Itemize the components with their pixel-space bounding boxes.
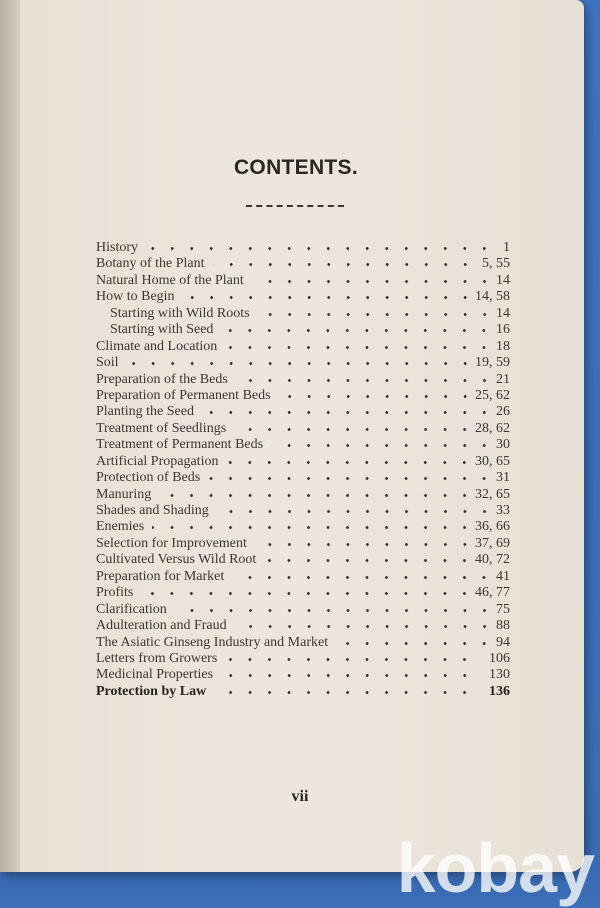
- leader-dots: [258, 313, 488, 316]
- toc-entry-title: Soil: [96, 355, 119, 371]
- toc-entry-page: 14, 58: [475, 289, 510, 305]
- toc-entry: [96, 618, 516, 634]
- toc-entry-page: 31: [496, 470, 510, 486]
- toc-entry-title: Planting the Seed: [96, 404, 194, 420]
- toc-entry: [96, 454, 516, 470]
- toc-entry-title: Botany of the Plant: [96, 256, 205, 272]
- toc-entry-page: 46, 77: [475, 585, 510, 601]
- leader-dots: [159, 494, 467, 497]
- toc-entry: [96, 372, 516, 388]
- toc-entry-page: 30: [496, 437, 510, 453]
- leader-dots: [236, 379, 488, 382]
- toc-entry-page: 21: [496, 371, 510, 387]
- leader-dots: [235, 625, 488, 628]
- watermark-logo: kobay: [396, 829, 594, 907]
- toc-entry-title: Natural Home of the Plant: [96, 272, 244, 288]
- toc-entry: [96, 306, 516, 322]
- toc-entry: [96, 602, 516, 618]
- leader-dots: [252, 280, 488, 283]
- toc-entry-title: Preparation of the Beds: [96, 371, 228, 387]
- toc-entry: [96, 470, 516, 486]
- leader-dots: [127, 362, 467, 365]
- leader-dots: [255, 543, 467, 546]
- toc-entry: [96, 339, 516, 355]
- leader-dots: [208, 477, 488, 480]
- leader-dots: [183, 296, 467, 299]
- toc-entry-page: 75: [496, 601, 510, 617]
- toc-entry-page: 1: [503, 240, 510, 255]
- toc-entry-page: 32, 65: [475, 486, 510, 502]
- leader-dots: [225, 346, 488, 349]
- toc-entry-title: Treatment of Permanent Beds: [96, 437, 264, 453]
- toc-entry-page: 136: [489, 683, 510, 699]
- toc-entry-page: 40, 72: [475, 552, 510, 568]
- leader-dots: [146, 247, 495, 250]
- toc-entry-title: Manuring: [96, 486, 152, 502]
- toc-entry-title: Profits: [96, 585, 134, 601]
- toc-entry-page: 16: [496, 322, 510, 338]
- toc-entry-title: Shades and Shading: [96, 503, 209, 518]
- toc-entry-page: 19, 59: [475, 355, 510, 371]
- toc-entry-page: 30, 65: [475, 453, 510, 469]
- toc-entry-title: Clarification: [96, 601, 167, 617]
- toc-entry: [96, 487, 516, 503]
- toc-entry-title: Letters from Growers: [96, 650, 218, 666]
- toc-entry: [96, 536, 516, 552]
- leader-dots: [264, 559, 467, 562]
- toc-entry-page: 5, 55: [482, 256, 510, 272]
- leader-dots: [221, 674, 481, 677]
- leader-dots: [217, 510, 488, 513]
- toc-entry: [96, 256, 516, 272]
- leader-dots: [279, 395, 467, 398]
- leader-dots: [232, 576, 488, 579]
- toc-entry-page: 14: [496, 305, 510, 321]
- toc-entry-title: Artificial Propagation: [96, 453, 219, 469]
- toc-entry: [96, 552, 516, 568]
- leader-dots: [152, 526, 467, 529]
- leader-dots: [225, 658, 481, 661]
- page-gutter: [0, 0, 20, 872]
- toc-entry-page: 33: [496, 503, 510, 518]
- toc-entry: [96, 569, 516, 585]
- toc-entry: [96, 437, 516, 453]
- toc-entry-title: Cultivated Versus Wild Root: [96, 552, 257, 568]
- toc-entry-page: 106: [489, 650, 510, 666]
- toc-entry: [96, 240, 516, 256]
- leader-dots: [213, 263, 475, 266]
- toc-entry-page: 28, 62: [475, 420, 510, 436]
- toc-entry-title: Preparation for Market: [96, 568, 225, 584]
- toc-entry-page: 14: [496, 272, 510, 288]
- leader-dots: [175, 609, 488, 612]
- toc-entry: [96, 667, 516, 683]
- toc-entry-title: How to Begin: [96, 289, 175, 305]
- toc-entry: [96, 585, 516, 601]
- leader-dots: [214, 691, 481, 694]
- leader-dots: [226, 461, 467, 464]
- toc-entry: [96, 355, 516, 371]
- table-of-contents: [96, 240, 516, 700]
- toc-entry-title: Protection by Law: [96, 683, 207, 699]
- toc-entry: [96, 519, 516, 535]
- toc-entry-page: 18: [496, 338, 510, 354]
- page-number: vii: [291, 788, 309, 805]
- toc-entry-title: Treatment of Seedlings: [96, 420, 227, 436]
- leader-dots: [202, 411, 488, 414]
- toc-entry: [96, 651, 516, 667]
- toc-entry: [96, 635, 516, 651]
- toc-entry: [96, 289, 516, 305]
- toc-entry-title: Starting with Wild Roots: [110, 305, 250, 321]
- toc-entry-title: Medicinal Properties: [96, 667, 214, 683]
- toc-entry-title: History: [96, 240, 138, 255]
- toc-entry-page: 26: [496, 404, 510, 420]
- toc-entry-title: Protection of Beds: [96, 470, 201, 486]
- toc-entry-title: The Asiatic Ginseng Industry and Market: [96, 634, 329, 650]
- toc-entry: [96, 421, 516, 437]
- toc-entry: [96, 684, 516, 700]
- toc-entry-page: 37, 69: [475, 535, 510, 551]
- toc-entry: [96, 388, 516, 404]
- toc-entry-title: Enemies: [96, 519, 145, 535]
- toc-entry-page: 41: [496, 568, 510, 584]
- toc-entry-title: Selection for Improvement: [96, 535, 247, 551]
- toc-entry: [96, 273, 516, 289]
- toc-entry-title: Adulteration and Fraud: [96, 618, 227, 634]
- leader-dots: [141, 592, 467, 595]
- page-title: CONTENTS.: [233, 156, 359, 179]
- toc-entry-title: Climate and Location: [96, 338, 218, 354]
- toc-entry-page: 94: [496, 634, 510, 650]
- toc-entry-page: 36, 66: [475, 519, 510, 535]
- toc-entry: [96, 404, 516, 420]
- leader-dots: [336, 642, 488, 645]
- toc-entry: [96, 322, 516, 338]
- toc-entry-page: 88: [496, 618, 510, 634]
- title-rule: [246, 205, 344, 207]
- toc-entry-page: 25, 62: [475, 387, 510, 403]
- toc-entry-title: Preparation of Permanent Beds: [96, 387, 271, 403]
- toc-entry: [96, 503, 516, 519]
- leader-dots: [221, 329, 488, 332]
- toc-entry-title: Starting with Seed: [110, 322, 214, 338]
- leader-dots: [234, 428, 467, 431]
- toc-entry-page: 130: [489, 667, 510, 683]
- leader-dots: [271, 444, 488, 447]
